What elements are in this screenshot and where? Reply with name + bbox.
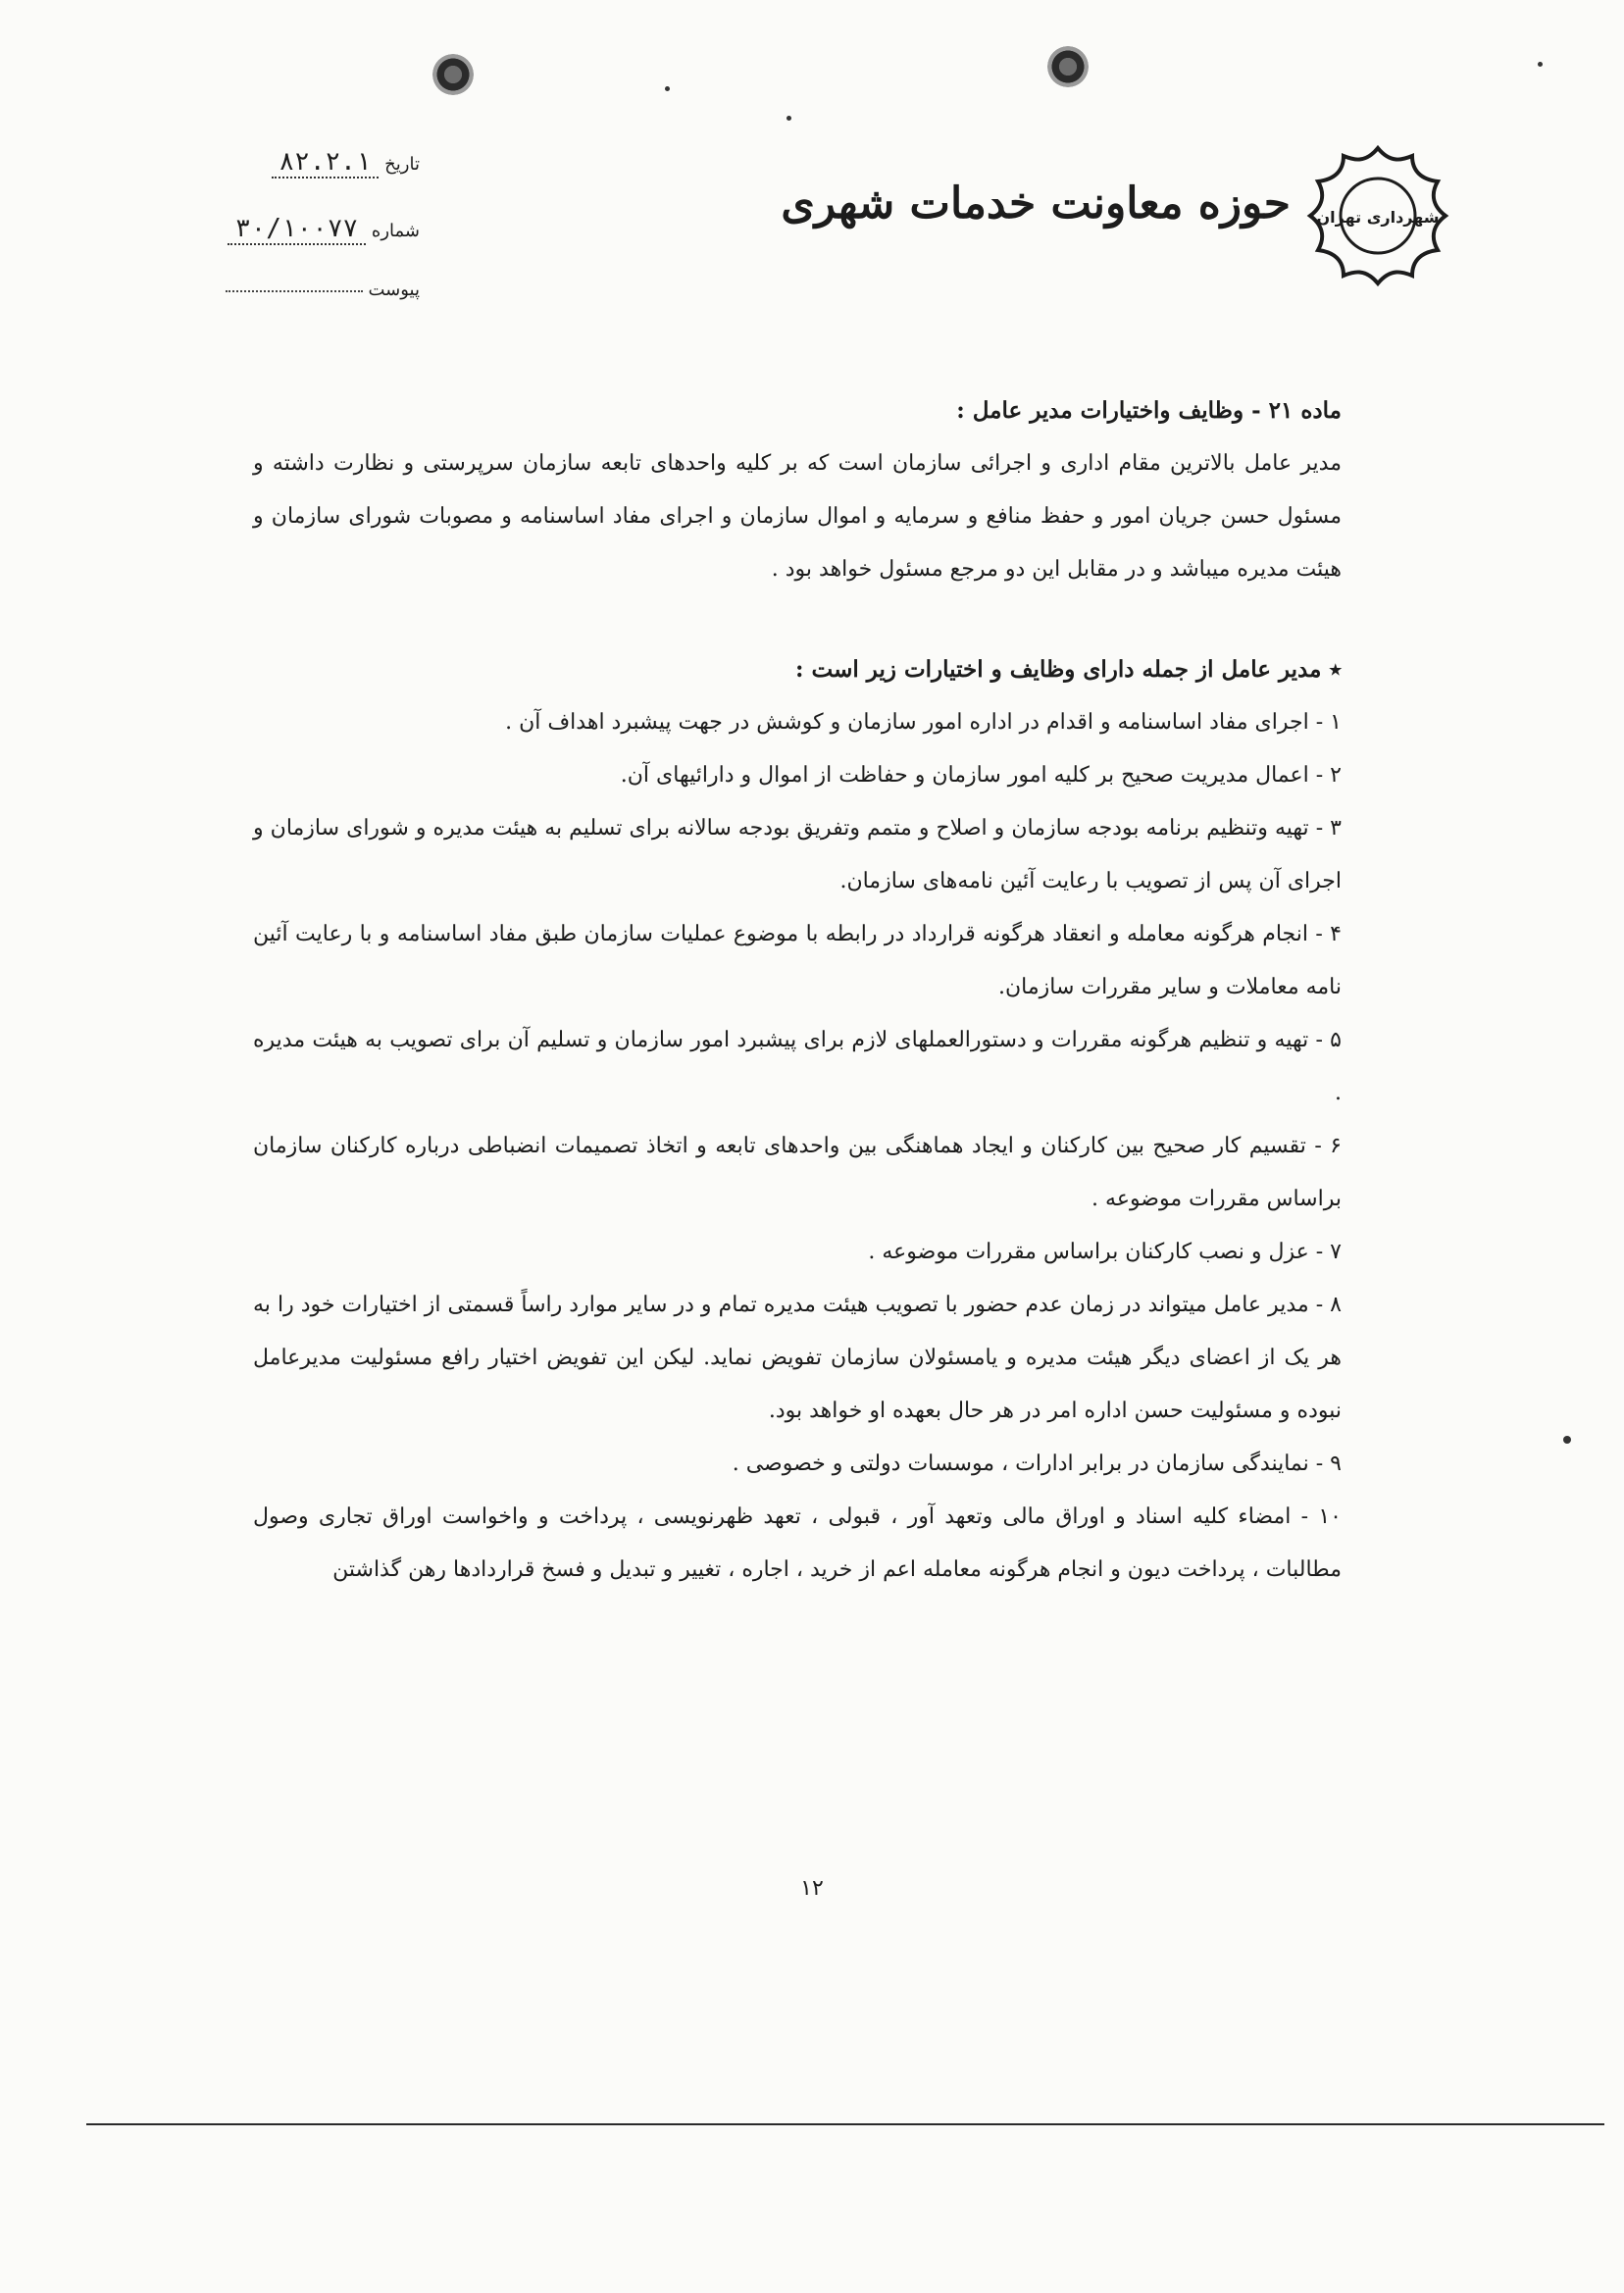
date-field <box>165 147 420 177</box>
duties-heading: ٭ مدیر عامل از جمله دارای وظایف و اختیارات زیر است : <box>795 656 1342 683</box>
attachment-field <box>165 280 420 300</box>
punch-hole-left <box>432 54 474 95</box>
duty-item: ۴ - انجام هرگونه معامله و انعقاد هرگونه قرارداد در رابطه با موضوع عملیات سازمان طبق مفاد اساسنامه و با رعایت آئین نامه معاملات و سایر مقررات سازمان. <box>253 922 1342 999</box>
date-value: ۸۲.۲.۱ <box>272 147 380 178</box>
duty-item: ۱۰ - امضاء کلیه اسناد و اوراق مالی وتعهد آور ، قبولی ، تعهد ظهرنویسی ، پرداخت و واخواست اوراق تجاری وصول مطالبات ، پرداخت دیون و انجام هرگونه معامله اعم از خرید ، اجاره ، تغییر و تبدیل و فسخ قراردادها رهن گذاشتن <box>253 1504 1342 1582</box>
duty-item: ۱ - اجرای مفاد اساسنامه و اقدام در اداره امور سازمان و کوشش در جهت پیشبرد اهداف آن . <box>505 710 1342 735</box>
number-value: ۳۰/۱۰۰۷۷ <box>228 214 366 245</box>
organization-title: حوزه معاونت خدمات شهری <box>781 178 1291 229</box>
number-label: شماره <box>371 221 420 241</box>
svg-text:شهرداری تهران: شهرداری تهران <box>1316 208 1440 227</box>
duty-item: ۷ - عزل و نصب کارکنان براساس مقررات موضوعه . <box>868 1240 1342 1264</box>
article-intro: مدیر عامل بالاترین مقام اداری و اجرائی سازمان است که بر کلیه واحدهای تابعه سازمان سرپرستی و نظارت داشته و مسئول حسن جریان امور و حفظ منافع و سرمایه و اموال سازمان و اجرای مفاد اساسنامه و مصوبات شورای سازمان و هیئت مدیره میباشد و در مقابل این دو مرجع مسئول خواهد بود . <box>253 451 1342 582</box>
number-field <box>165 214 420 243</box>
page-number: ۱۲ <box>800 1876 824 1901</box>
punch-hole-right <box>1047 46 1089 87</box>
attachment-label: پیوست <box>368 280 420 300</box>
scan-speck <box>1563 1436 1571 1444</box>
duty-item: ۲ - اعمال مدیریت صحیح بر کلیه امور سازمان و حفاظت از اموال و دارائیهای آن. <box>620 763 1342 788</box>
attachment-blank <box>226 289 363 292</box>
footer-divider <box>86 2123 1604 2125</box>
scan-speck <box>1538 62 1543 67</box>
duty-item: ۳ - تهیه وتنظیم برنامه بودجه سازمان و اصلاح و متمم وتفریق بودجه سالانه برای تسلیم به هیئت مدیره و شورای سازمان و اجرای آن پس از تصویب با رعایت آئین نامه‌های سازمان. <box>253 816 1342 893</box>
scan-speck <box>665 86 670 91</box>
duty-item: ۸ - مدیر عامل میتواند در زمان عدم حضور با تصویب هیئت مدیره تمام و در سایر موارد راساً قسمتی از اختیارات خود را به هر یک از اعضای دیگر هیئت مدیره و یامسئولان سازمان تفویض نماید. لیکن این تفویض اختیار رافع مسئولیت مدیرعامل نبوده و مسئولیت حسن اداره امر در هر حال بعهده او خواهد بود. <box>253 1293 1342 1423</box>
article-title: ماده ۲۱ - وظایف واختیارات مدیر عامل : <box>956 397 1342 424</box>
scan-speck <box>787 116 791 121</box>
date-label: تاریخ <box>384 154 420 175</box>
article-body <box>253 384 1342 1597</box>
tehran-municipality-logo <box>1304 142 1451 289</box>
duty-item: ۹ - نمایندگی سازمان در برابر ادارات ، موسسات دولتی و خصوصی . <box>732 1452 1342 1476</box>
duty-item: ۶ - تقسیم کار صحیح بین کارکنان و ایجاد هماهنگی بین واحدهای تابعه و اتخاذ تصمیمات انضباطی درباره کارکنان سازمان براساس مقررات موضوعه . <box>253 1134 1342 1211</box>
duty-item: ۵ - تهیه و تنظیم هرگونه مقررات و دستورالعملهای لازم برای پیشبرد امور سازمان و تسلیم آن برای تصویب به هیئت مدیره . <box>253 1028 1342 1105</box>
